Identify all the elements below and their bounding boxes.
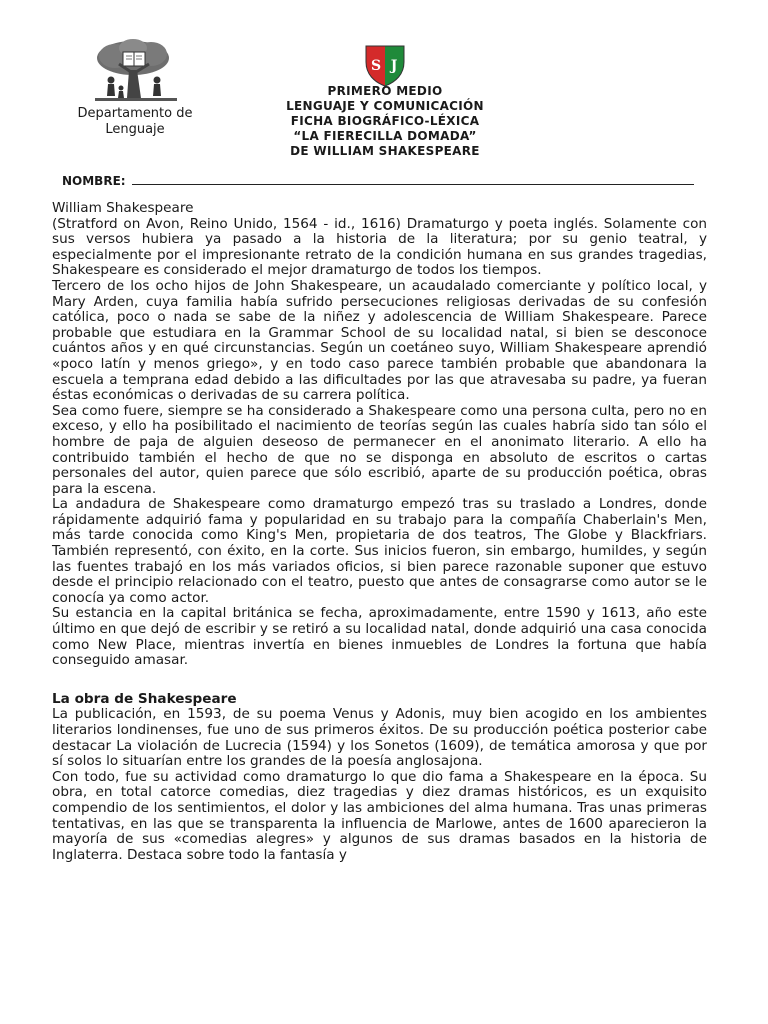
works-paragraph: La publicación, en 1593, de su poema Venus y Adonis, muy bien acogido en los ambientes literarios londinenses, fue uno de sus primeros éxitos. De su producción poética posterior cabe destacar La violación de Lucrecia (1594) y los Sonetos (1609), de temática amorosa y que por sí solos lo situarían entre los grandes de la poesía anglosajona. bbox=[52, 706, 707, 770]
title-line-subject: LENGUAJE Y COMUNICACIÓN bbox=[286, 99, 484, 113]
title-line-author: DE WILLIAM SHAKESPEARE bbox=[290, 144, 480, 158]
department-block bbox=[50, 38, 220, 138]
school-shield-icon bbox=[364, 44, 406, 88]
section-heading-works: La obra de Shakespeare bbox=[52, 690, 237, 707]
biography-paragraph: Su estancia en la capital británica se fecha, aproximadamente, entre 1590 y 1613, año este último en que dejó de escribir y se retiró a su localidad natal, donde adquirió una casa conocida como New Place, mientras invertía en bienes inmuebles de Londres la fortuna que había conseguido amasar. bbox=[52, 605, 708, 669]
title-line-work: “LA FIERECILLA DOMADA” bbox=[293, 129, 477, 143]
department-name: Departamento de Lenguaje bbox=[77, 106, 193, 137]
title-line-worksheet: FICHA BIOGRÁFICO-LÉXICA bbox=[290, 114, 480, 128]
biography-paragraph: La andadura de Shakespeare como dramaturgo empezó tras su traslado a Londres, donde rápidamente adquirió fama y popularidad en su trabajo para la compañía Chaberlain's Men, más tarde conocida como King's Men, propietaria de dos teatros, The Globe y Blackfriars. También representó, con éxito, en la corte. Sus inicios fueron, sin embargo, humildes, y según las fuentes trabajó en los más variados oficios, si bien parece razonable suponer que estuvo desde el principio relacionado con el teatro, puesto que antes de consagrarse como autor se le conocía ya como actor. bbox=[52, 496, 707, 606]
name-blank-line[interactable] bbox=[132, 172, 694, 185]
biography-subject-name: William Shakespeare bbox=[52, 200, 194, 216]
biography-paragraph: Tercero de los ocho hijos de John Shakespeare, un acaudalado comerciante y político local, y Mary Arden, cuya familia había sufrido persecuciones religiosas derivadas de su confesión católica, poco o nada se sabe de la niñez y adolescencia de William Shakespeare. Parece probable que estudiara en la Grammar School de su localidad natal, si bien se desconoce cuántos años y en qué circunstancias. Según un coetáneo suyo, William Shakespeare aprendió «poco latín y menos griego», y en todo caso parece también probable que abandonara la escuela a temprana edad debido a las dificultades por las que atravesaba su padre, ya fueran éstas económicas o derivadas de su carrera política. bbox=[52, 277, 707, 404]
name-label: NOMBRE: bbox=[62, 174, 126, 188]
title-line-course: PRIMERO MEDIO bbox=[327, 84, 443, 98]
document-titles bbox=[220, 84, 550, 159]
shield-letter-s: S bbox=[370, 58, 382, 74]
works-paragraph: Con todo, fue su actividad como dramaturgo lo que dio fama a Shakespeare en la época. Su obra, en total catorce comedias, diez tragedias y diez dramas históricos, es un exquisito compendio de los sentimientos, el dolor y las ambiciones del alma humana. Tras unas primeras tentativas, en las que se transparenta la influencia de Marlowe, antes de 1600 aparecieron la mayoría de sus «comedias alegres» y algunos de sus dramas basados en la historia de Inglaterra. Destaca sobre todo la fantasía y bbox=[52, 768, 707, 863]
shield-letter-j: J bbox=[390, 58, 398, 74]
biography-paragraph: (Stratford on Avon, Reino Unido, 1564 - id., 1616) Dramaturgo y poeta inglés. Solamente con sus versos hubiera ya pasado a la historia de la literatura; por su genio teatral, y especialmente por el impresionante retrato de la condición humana en sus grandes tragedias, Shakespeare es considerado el mejor dramaturgo de todos los tiempos. bbox=[52, 215, 707, 279]
tree-with-children-logo-icon bbox=[75, 38, 195, 104]
biography-paragraph: Sea como fuere, siempre se ha considerado a Shakespeare como una persona culta, pero no en exceso, y ello ha posibilitado el nacimiento de teorías según las cuales habría sido tan sólo el hombre de paja de alguien deseoso de permanecer en el anonimato literario. A ello ha contribuido también el hecho de que no se disponga en absoluto de escritos o cartas personales del autor, quien parece que sólo escribió, aparte de su producción poética, obras para la escena. bbox=[52, 402, 707, 497]
name-field bbox=[62, 172, 702, 188]
biography-text bbox=[52, 201, 707, 863]
